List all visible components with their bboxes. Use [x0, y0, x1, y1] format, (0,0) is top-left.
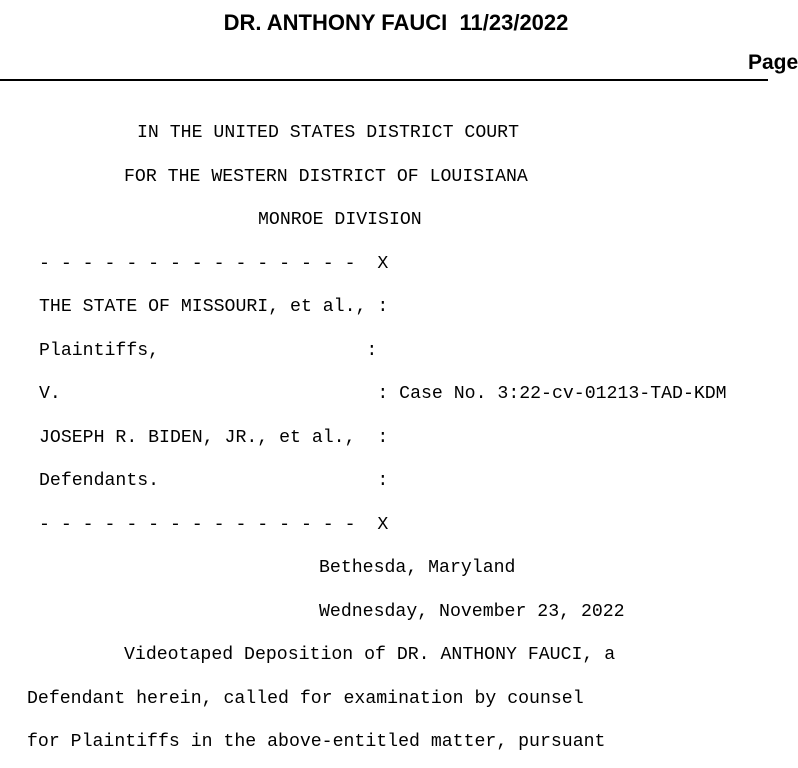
court-name-line: IN THE UNITED STATES DISTRICT COURT: [137, 123, 519, 143]
plaintiffs-label-line: Plaintiffs, :: [39, 341, 378, 361]
page-number-label: Page: [748, 51, 798, 74]
page-header-title: DR. ANTHONY FAUCI 11/23/2022: [223, 10, 569, 35]
deposition-location: Bethesda, Maryland: [319, 558, 516, 578]
defendant-party-line: JOSEPH R. BIDEN, JR., et al., :: [39, 428, 389, 448]
header-divider: [0, 79, 768, 81]
body-text-line-2: Defendant herein, called for examination by counsel: [27, 689, 584, 709]
plaintiff-party-line: THE STATE OF MISSOURI, et al., :: [39, 297, 389, 317]
court-division-line: MONROE DIVISION: [258, 210, 422, 230]
defendants-label-line: Defendants. :: [39, 471, 389, 491]
deposition-date: Wednesday, November 23, 2022: [319, 602, 625, 622]
body-text-line-1: Videotaped Deposition of DR. ANTHONY FAUCI, a: [124, 645, 616, 665]
case-number-line: V. : Case No. 3:22-cv-01213-TAD-KDM: [39, 384, 727, 404]
body-text-line-3: for Plaintiffs in the above-entitled matter, pursuant: [27, 732, 606, 752]
court-district-line: FOR THE WESTERN DISTRICT OF LOUISIANA: [124, 167, 528, 187]
caption-separator-top: - - - - - - - - - - - - - - - X: [39, 254, 389, 274]
caption-separator-bottom: - - - - - - - - - - - - - - - X: [39, 515, 389, 535]
